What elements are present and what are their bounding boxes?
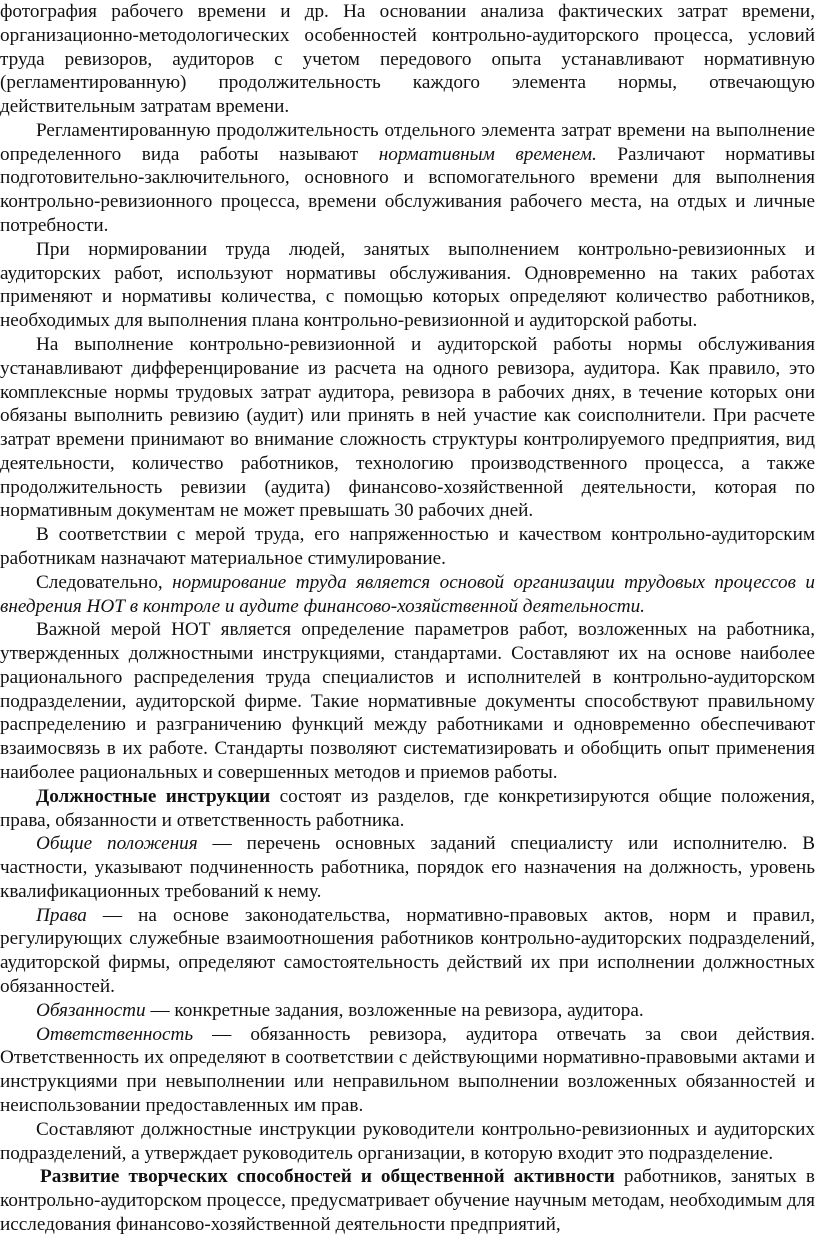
italic-term: Общие положения bbox=[36, 833, 198, 855]
paragraph bbox=[0, 238, 816, 333]
italic-term: Обязанности bbox=[36, 999, 146, 1021]
italic-term: Права bbox=[36, 904, 87, 926]
text-run: Составляют должностные инструкции руководители контрольно-ревизионных и аудиторских подразделений, а утверждает руководитель организации, в которую входит это подразделение. bbox=[0, 1118, 815, 1164]
italic-term: Ответственность bbox=[36, 1023, 194, 1045]
paragraph bbox=[0, 571, 816, 619]
bold-term: Должностные инструкции bbox=[36, 785, 271, 807]
italic-term: нормирование труда является основой организации трудовых процессов и внедрения НОТ в контроле и аудите финансово-хозяйственной деятельности. bbox=[0, 571, 815, 617]
paragraph bbox=[0, 832, 816, 903]
text-run: работников, занятых в контрольно-аудиторском процессе, предусматривает обучение научным методам, необходимым для исследования финансово-хозяйственной деятельности предприятий, bbox=[0, 1166, 815, 1235]
paragraph bbox=[0, 904, 816, 999]
paragraph bbox=[0, 119, 816, 238]
bold-term: Развитие творческих способностей и общественной активности bbox=[40, 1166, 615, 1188]
paragraph bbox=[0, 1118, 816, 1166]
text-run: На выполнение контрольно-ревизионной и аудиторской работы нормы обслуживания устанавливают дифференцирование из расчета на одного ревизора, аудитора. Как правило, это комплексные нормы трудовых затрат аудитора, ревизора в рабочих днях, в течение которых они обязаны выполнить ревизию (аудит) или принять в ней участие как соисполнители. При расчете затрат времени принимают во внимание сложность структуры контролируемого предприятия, вид деятельности, количество работников, технологию производственного процесса, а также продолжительность ревизии (аудита) финансово-хозяйственной деятельности, которая по нормативным документам не может превышать 30 рабочих дней. bbox=[0, 333, 815, 522]
paragraph bbox=[0, 333, 816, 523]
paragraph bbox=[0, 999, 816, 1023]
text-run: В соответствии с мерой труда, его напряженностью и качеством контрольно-аудиторским работникам назначают материальное стимулирование. bbox=[0, 524, 815, 569]
paragraph bbox=[0, 785, 816, 833]
text-run: — перечень основных заданий специалисту или исполнителю. В частности, указывают подчиненность работника, порядок его назначения на должность, уровень квалификационных требований к нему. bbox=[0, 833, 815, 902]
text-run: Регламентированную продолжительность отдельного элемента затрат времени на выполнение определенного вида работы называют bbox=[0, 119, 815, 165]
text-run: — конкретные задания, возложенные на ревизора, аудитора. bbox=[145, 999, 644, 1021]
text-run: Важной мерой НОТ является определение параметров работ, возложенных на работника, утвержденных должностными инструкциями, стандартами. Составляют их на основе наиболее рационального распределения труда специалистов и исполнителей в контрольно-аудиторском подразделении, аудиторской фирме. Такие нормативные документы способствуют правильному распределению и разграничению функций между работниками и одновременно обеспечивают взаимосвязь в их работе. Стандарты позволяют систематизировать и обобщить опыт применения наиболее рациональных и совершенных методов и приемов работы. bbox=[0, 619, 815, 783]
text-run: — обязанность ревизора, аудитора отвечать за свои действия. Ответственность их определяют в соответствии с действующими нормативно-правовыми актами и инструкциями при невыполнении или неправильном выполнении возложенных обязанностей и неиспользовании предоставленных им прав. bbox=[0, 1023, 815, 1116]
text-run: При нормировании труда людей, занятых выполнением контрольно-ревизионных и аудиторских работ, используют нормативы обслуживания. Одновременно на таких работах применяют и нормативы количества, с помощью которых определяют количество работников, необходимых для выполнения плана контрольно-ревизионной и аудиторской работы. bbox=[0, 238, 815, 332]
paragraph bbox=[0, 1165, 816, 1236]
text-run: фотография рабочего времени и др. На основании анализа фактических затрат времени, организационно-методологических особенностей контрольно-аудиторского процесса, условий труда ревизоров, аудиторов с учетом передового опыта устанавливают нормативную (регламентированную) продолжительность каждого элемента нормы, отвечающую действительным затратам времени. bbox=[0, 1, 815, 118]
paragraph bbox=[0, 618, 816, 784]
paragraph bbox=[0, 0, 816, 119]
paragraph bbox=[0, 1023, 816, 1118]
italic-term: нормативным временем. bbox=[378, 143, 597, 165]
text-run: Следовательно, bbox=[36, 571, 173, 593]
text-run: состоят из разделов, где конкретизируются общие положения, права, обязанности и ответственность работника. bbox=[0, 785, 815, 831]
paragraph bbox=[0, 523, 816, 571]
text-run: Различают нормативы подготовительно-заключительного, основного и вспомогательного времени для выполнения контрольно-ревизионного процесса, времени обслуживания рабочего места, на отдых и личные потребности. bbox=[0, 143, 815, 237]
text-run: — на основе законодательства, нормативно-правовых актов, норм и правил, регулирующих служебные взаимоотношения работников контрольно-аудиторских подразделений, аудиторской фирмы, определяют самостоятельность действий их при исполнении должностных обязанностей. bbox=[0, 904, 815, 998]
